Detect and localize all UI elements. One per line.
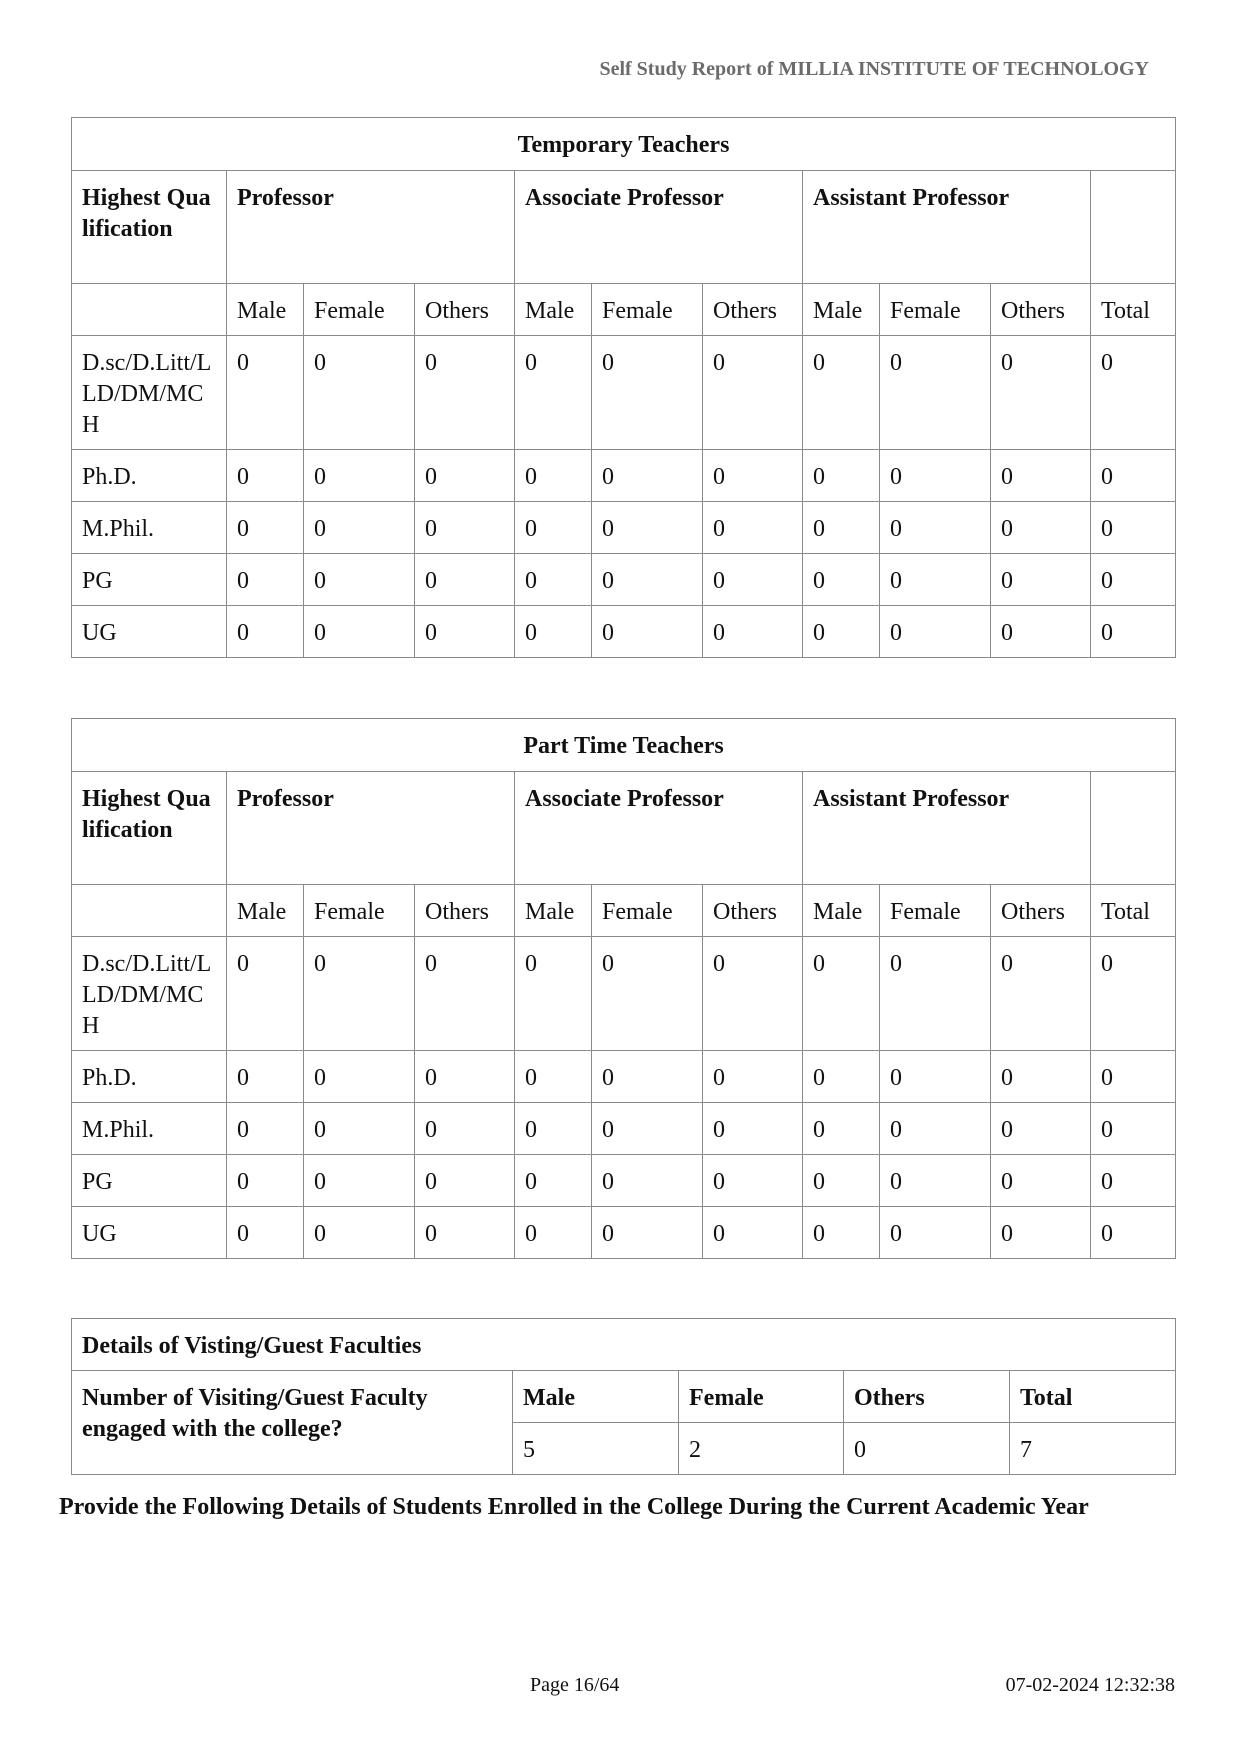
table-cell: 0 bbox=[415, 502, 515, 554]
table-cell: 0 bbox=[1091, 1103, 1176, 1155]
footer-timestamp: 07-02-2024 12:32:38 bbox=[1005, 1674, 1175, 1696]
visiting-table-title: Details of Visting/Guest Faculties bbox=[72, 1319, 1176, 1371]
table-cell: 0 bbox=[803, 937, 880, 1051]
table-cell: 0 bbox=[991, 1103, 1091, 1155]
table-cell: 0 bbox=[304, 1155, 415, 1207]
table-row bbox=[72, 1155, 1176, 1207]
group-header-professor: Professor bbox=[227, 171, 515, 284]
table-row bbox=[72, 336, 1176, 450]
visiting-header-cell: Others bbox=[844, 1371, 1010, 1423]
sub-header-cell: Others bbox=[991, 885, 1091, 937]
section-heading: Provide the Following Details of Students Enrolled in the College During the Current Academic Year bbox=[59, 1494, 1089, 1520]
table-cell: 0 bbox=[991, 450, 1091, 502]
table-cell: 0 bbox=[515, 336, 592, 450]
sub-header-cell: Male bbox=[227, 284, 304, 336]
table-title: Part Time Teachers bbox=[72, 719, 1176, 772]
group-header-associate-professor: Associate Professor bbox=[515, 772, 803, 885]
table-cell: 0 bbox=[592, 1103, 703, 1155]
part-time-teachers-table bbox=[71, 718, 1176, 1259]
table-cell: 0 bbox=[803, 1051, 880, 1103]
sub-header-cell: Male bbox=[227, 885, 304, 937]
table-cell: 0 bbox=[991, 554, 1091, 606]
table-cell: 0 bbox=[991, 336, 1091, 450]
row-label: M.Phil. bbox=[72, 502, 227, 554]
table-cell: 0 bbox=[227, 1103, 304, 1155]
table-cell: 0 bbox=[803, 1207, 880, 1259]
table-cell: 0 bbox=[1091, 1051, 1176, 1103]
table-cell: 0 bbox=[227, 1155, 304, 1207]
table-cell: 0 bbox=[880, 606, 991, 658]
visiting-question: Number of Visiting/Guest Faculty engaged with the college? bbox=[72, 1371, 513, 1475]
table-cell: 0 bbox=[1091, 1155, 1176, 1207]
table-cell: 0 bbox=[703, 606, 803, 658]
empty-sub-header-cell bbox=[72, 284, 227, 336]
table-cell: 0 bbox=[1091, 937, 1176, 1051]
table-cell: 0 bbox=[991, 1207, 1091, 1259]
table-cell: 0 bbox=[592, 450, 703, 502]
table-cell: 0 bbox=[227, 937, 304, 1051]
table-cell: 0 bbox=[803, 606, 880, 658]
visiting-header-cell: Total bbox=[1010, 1371, 1176, 1423]
sub-header-cell: Female bbox=[880, 885, 991, 937]
row-label: PG bbox=[72, 1155, 227, 1207]
table-row bbox=[72, 1051, 1176, 1103]
table-cell: 0 bbox=[1091, 554, 1176, 606]
sub-header-cell: Others bbox=[703, 284, 803, 336]
table-row bbox=[72, 606, 1176, 658]
table-cell: 0 bbox=[304, 450, 415, 502]
table-cell: 0 bbox=[592, 554, 703, 606]
table-cell: 0 bbox=[515, 937, 592, 1051]
table-cell: 0 bbox=[227, 450, 304, 502]
table-cell: 0 bbox=[592, 1155, 703, 1207]
sub-header-cell: Male bbox=[803, 284, 880, 336]
row-label: D.sc/D.Litt/LLD/DM/MCH bbox=[72, 937, 227, 1051]
table-cell: 0 bbox=[304, 336, 415, 450]
qualification-header: Highest Qualification bbox=[72, 171, 227, 284]
sub-header-cell: Others bbox=[415, 284, 515, 336]
qualification-header: Highest Qualification bbox=[72, 772, 227, 885]
table-cell: 0 bbox=[415, 1051, 515, 1103]
table-cell: 0 bbox=[304, 502, 415, 554]
visiting-value-cell: 0 bbox=[844, 1423, 1010, 1475]
table-cell: 0 bbox=[803, 554, 880, 606]
table-cell: 0 bbox=[592, 336, 703, 450]
table-cell: 0 bbox=[803, 502, 880, 554]
sub-header-cell: Total bbox=[1091, 885, 1176, 937]
table-cell: 0 bbox=[1091, 450, 1176, 502]
table-cell: 0 bbox=[304, 606, 415, 658]
table-cell: 0 bbox=[592, 937, 703, 1051]
table-cell: 0 bbox=[415, 554, 515, 606]
empty-header-cell bbox=[1091, 772, 1176, 885]
table-cell: 0 bbox=[880, 1103, 991, 1155]
table-cell: 0 bbox=[703, 1103, 803, 1155]
sub-header-cell: Female bbox=[592, 284, 703, 336]
table-cell: 0 bbox=[803, 450, 880, 502]
table-cell: 0 bbox=[991, 937, 1091, 1051]
table-cell: 0 bbox=[991, 1155, 1091, 1207]
table-cell: 0 bbox=[703, 502, 803, 554]
group-header-professor: Professor bbox=[227, 772, 515, 885]
sub-header-cell: Male bbox=[515, 885, 592, 937]
table-cell: 0 bbox=[880, 1207, 991, 1259]
table-cell: 0 bbox=[227, 336, 304, 450]
sub-header-cell: Others bbox=[991, 284, 1091, 336]
table-cell: 0 bbox=[415, 1207, 515, 1259]
table-cell: 0 bbox=[703, 1155, 803, 1207]
group-header-assistant-professor: Assistant Professor bbox=[803, 772, 1091, 885]
table-cell: 0 bbox=[227, 554, 304, 606]
table-cell: 0 bbox=[227, 502, 304, 554]
sub-header-cell: Others bbox=[703, 885, 803, 937]
table-row bbox=[72, 502, 1176, 554]
table-cell: 0 bbox=[304, 1103, 415, 1155]
table-cell: 0 bbox=[803, 1155, 880, 1207]
table-row bbox=[72, 1103, 1176, 1155]
table-cell: 0 bbox=[515, 554, 592, 606]
table-cell: 0 bbox=[415, 450, 515, 502]
table-cell: 0 bbox=[703, 937, 803, 1051]
table-cell: 0 bbox=[880, 554, 991, 606]
visiting-value-cell: 7 bbox=[1010, 1423, 1176, 1475]
sub-header-cell: Female bbox=[592, 885, 703, 937]
table-cell: 0 bbox=[991, 502, 1091, 554]
table-row bbox=[72, 554, 1176, 606]
visiting-faculty-table bbox=[71, 1318, 1176, 1475]
table-cell: 0 bbox=[880, 1051, 991, 1103]
table-cell: 0 bbox=[515, 1207, 592, 1259]
table-cell: 0 bbox=[515, 1051, 592, 1103]
table-cell: 0 bbox=[515, 450, 592, 502]
table-cell: 0 bbox=[592, 1051, 703, 1103]
table-cell: 0 bbox=[803, 1103, 880, 1155]
table-cell: 0 bbox=[415, 336, 515, 450]
table-cell: 0 bbox=[880, 502, 991, 554]
table-row bbox=[72, 1207, 1176, 1259]
table-row bbox=[72, 450, 1176, 502]
row-label: Ph.D. bbox=[72, 1051, 227, 1103]
table-cell: 0 bbox=[880, 450, 991, 502]
table-row bbox=[72, 937, 1176, 1051]
table-cell: 0 bbox=[592, 1207, 703, 1259]
table-cell: 0 bbox=[304, 1207, 415, 1259]
empty-sub-header-cell bbox=[72, 885, 227, 937]
sub-header-cell: Female bbox=[304, 284, 415, 336]
table-cell: 0 bbox=[515, 1103, 592, 1155]
group-header-associate-professor: Associate Professor bbox=[515, 171, 803, 284]
row-label: UG bbox=[72, 1207, 227, 1259]
table-cell: 0 bbox=[1091, 502, 1176, 554]
page-number: Page 16/64 bbox=[530, 1674, 620, 1696]
sub-header-cell: Male bbox=[803, 885, 880, 937]
table-cell: 0 bbox=[515, 1155, 592, 1207]
table-cell: 0 bbox=[592, 606, 703, 658]
table-cell: 0 bbox=[227, 1207, 304, 1259]
table-cell: 0 bbox=[415, 1155, 515, 1207]
temporary-teachers-table bbox=[71, 117, 1176, 658]
group-header-assistant-professor: Assistant Professor bbox=[803, 171, 1091, 284]
row-label: PG bbox=[72, 554, 227, 606]
report-header-title: Self Study Report of MILLIA INSTITUTE OF TECHNOLOGY bbox=[599, 58, 1149, 80]
visiting-header-cell: Female bbox=[679, 1371, 844, 1423]
table-cell: 0 bbox=[803, 336, 880, 450]
table-cell: 0 bbox=[703, 1207, 803, 1259]
table-cell: 0 bbox=[592, 502, 703, 554]
table-cell: 0 bbox=[1091, 606, 1176, 658]
table-cell: 0 bbox=[703, 336, 803, 450]
table-cell: 0 bbox=[515, 502, 592, 554]
table-cell: 0 bbox=[991, 1051, 1091, 1103]
row-label: M.Phil. bbox=[72, 1103, 227, 1155]
sub-header-cell: Female bbox=[880, 284, 991, 336]
visiting-header-cell: Male bbox=[513, 1371, 679, 1423]
table-title: Temporary Teachers bbox=[72, 118, 1176, 171]
empty-header-cell bbox=[1091, 171, 1176, 284]
table-cell: 0 bbox=[1091, 1207, 1176, 1259]
table-cell: 0 bbox=[880, 336, 991, 450]
table-cell: 0 bbox=[880, 1155, 991, 1207]
table-cell: 0 bbox=[991, 606, 1091, 658]
table-cell: 0 bbox=[415, 1103, 515, 1155]
visiting-value-cell: 5 bbox=[513, 1423, 679, 1475]
table-cell: 0 bbox=[304, 1051, 415, 1103]
row-label: D.sc/D.Litt/LLD/DM/MCH bbox=[72, 336, 227, 450]
table-cell: 0 bbox=[304, 554, 415, 606]
table-cell: 0 bbox=[304, 937, 415, 1051]
table-cell: 0 bbox=[1091, 336, 1176, 450]
sub-header-cell: Total bbox=[1091, 284, 1176, 336]
table-cell: 0 bbox=[703, 1051, 803, 1103]
table-cell: 0 bbox=[703, 554, 803, 606]
table-cell: 0 bbox=[227, 1051, 304, 1103]
row-label: Ph.D. bbox=[72, 450, 227, 502]
table-cell: 0 bbox=[515, 606, 592, 658]
table-cell: 0 bbox=[703, 450, 803, 502]
sub-header-cell: Others bbox=[415, 885, 515, 937]
table-cell: 0 bbox=[227, 606, 304, 658]
sub-header-cell: Male bbox=[515, 284, 592, 336]
table-cell: 0 bbox=[880, 937, 991, 1051]
row-label: UG bbox=[72, 606, 227, 658]
sub-header-cell: Female bbox=[304, 885, 415, 937]
table-cell: 0 bbox=[415, 606, 515, 658]
table-cell: 0 bbox=[415, 937, 515, 1051]
visiting-value-cell: 2 bbox=[679, 1423, 844, 1475]
